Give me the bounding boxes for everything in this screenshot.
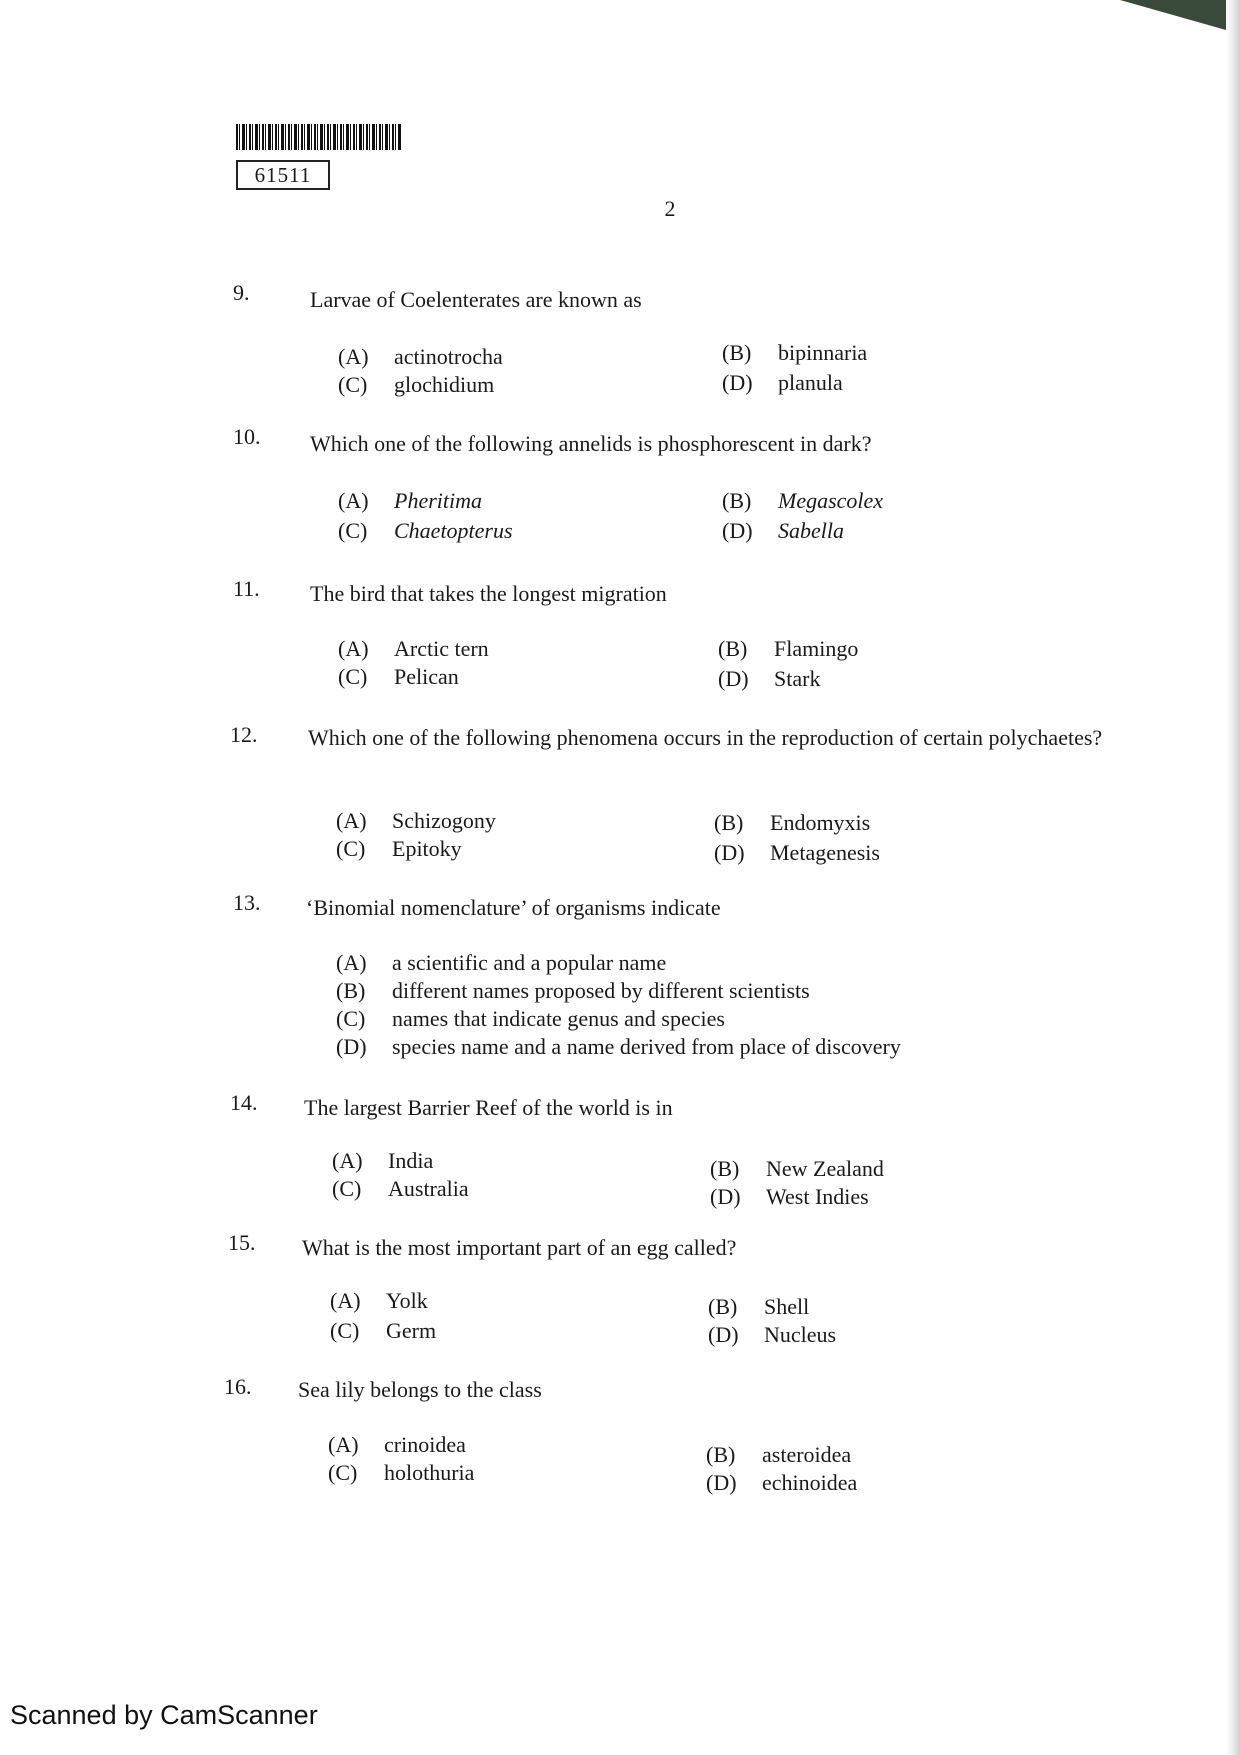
option-b: (B) New Zealand [710,1156,884,1181]
page-edge-shadow [1226,0,1240,1755]
option-a: (A) actinotrocha [338,344,503,369]
question-text: The bird that takes the longest migration [310,581,667,606]
option-b: (B) Megascolex [722,488,884,513]
question-text: Sea lily belongs to the class [298,1377,542,1402]
option-c: (C) glochidium [338,372,495,397]
page-number: 2 [664,196,676,221]
option-c: (C) holothuria [328,1460,475,1485]
question-text: What is the most important part of an egg called? [302,1235,737,1260]
question-text: The largest Barrier Reef of the world is in [304,1095,673,1120]
option-a: (A) Yolk [330,1288,428,1313]
option-a: (A) India [332,1148,434,1173]
option-d: (D) Nucleus [708,1322,837,1347]
question-number: 9. [233,280,250,305]
option-b: (B) Shell [708,1294,810,1319]
option-d: (D) echinoidea [706,1470,858,1495]
question-number: 13. [233,890,261,915]
question-number: 12. [230,722,258,747]
scanner-watermark: Scanned by CamScanner [10,1700,318,1730]
option-b: (B) Flamingo [718,636,859,661]
option-b: (B) asteroidea [706,1442,852,1467]
question-text: ‘Binomial nomenclature’ of organisms indicate [306,895,721,920]
option-b: (B) different names proposed by different scientists [336,978,810,1003]
option-c: (C) Australia [332,1176,469,1201]
question-number: 15. [228,1230,256,1255]
question-number: 11. [233,576,260,601]
option-c: (C) names that indicate genus and species [336,1006,725,1031]
question-number: 16. [224,1374,252,1399]
option-d: (D) Stark [718,666,821,691]
option-a: (A) Schizogony [336,808,496,833]
option-c: (C) Epitoky [336,836,462,861]
option-a: (A) crinoidea [328,1432,466,1457]
option-c: (C) Chaetopterus [338,518,513,543]
option-c: (C) Germ [330,1318,437,1343]
option-a: (A) Pheritima [338,488,482,513]
option-c: (C) Pelican [338,664,459,689]
option-d: (D) species name and a name derived from place of discovery [336,1034,901,1059]
option-d: (D) planula [722,370,843,395]
option-a: (A) Arctic tern [338,636,489,661]
question-text: Larvae of Coelenterates are known as [310,287,642,312]
question-number: 10. [233,424,261,449]
option-d: (D) Sabella [722,518,844,543]
page-corner-shadow [1120,0,1240,34]
question-text: Which one of the following phenomena occurs in the reproduction of certain polychaetes? [308,725,1103,750]
option-b: (B) Endomyxis [714,810,871,835]
barcode-image [236,124,402,150]
question-number: 14. [230,1090,258,1115]
option-b: (B) bipinnaria [722,340,868,365]
option-d: (D) West Indies [710,1184,869,1209]
option-d: (D) Metagenesis [714,840,880,865]
option-a: (A) a scientific and a popular name [336,950,667,975]
paper-code-box: 61511 [236,160,330,190]
question-text: Which one of the following annelids is phosphorescent in dark? [310,431,872,456]
